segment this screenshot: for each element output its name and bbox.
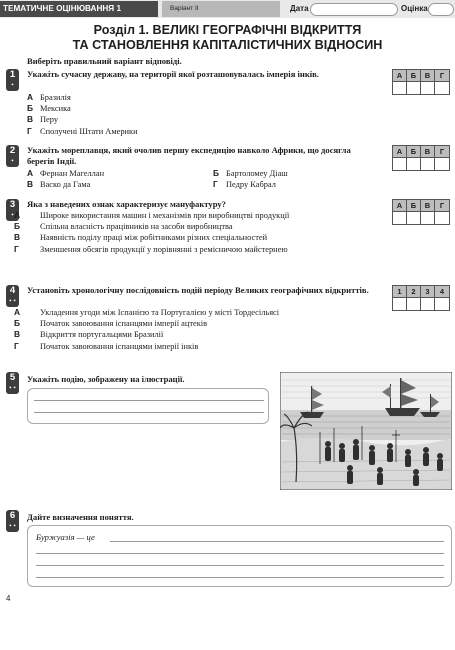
answer-cell[interactable]: [421, 158, 435, 170]
answer-cell[interactable]: [421, 298, 435, 310]
difficulty-dots: • •: [9, 297, 16, 305]
grid-number: 4: [435, 286, 449, 298]
question-3-text: Яка з наведених ознак характеризує мануфактуру?: [27, 199, 226, 209]
answer-cell[interactable]: [393, 298, 407, 310]
answer-cell[interactable]: [435, 82, 449, 94]
answer-cell[interactable]: [435, 298, 449, 310]
answer-cell[interactable]: [421, 82, 435, 94]
option[interactable]: В Наявність поділу праці між робітниками різних спеціальностей: [14, 232, 268, 243]
option[interactable]: А Фернан Магеллан: [27, 168, 105, 178]
answer-line: [110, 541, 444, 542]
question-badge-5: [6, 372, 19, 394]
grid-letter: Г: [435, 70, 449, 82]
answer-cell[interactable]: [407, 298, 421, 310]
option[interactable]: Г Педру Кабрал: [213, 179, 276, 190]
section-title: [0, 23, 455, 53]
answer-line: [36, 565, 444, 566]
question-6-text: Дайте визначення поняття.: [27, 512, 134, 522]
answer-box-5[interactable]: [27, 388, 269, 424]
question-badge-2: [6, 145, 19, 167]
option[interactable]: В Васко да Гама: [27, 179, 91, 190]
grid-letter: В: [421, 200, 435, 212]
question-4-text: Установіть хронологічну послідовність подій періоду Великих географічних відкриттів.: [27, 285, 369, 295]
option[interactable]: А Бразилія: [27, 92, 71, 102]
grid-number: 1: [393, 286, 407, 298]
answer-line: [36, 577, 444, 578]
question-number: 6: [9, 510, 16, 521]
question-badge-1: [6, 69, 19, 91]
grade-field[interactable]: [428, 3, 454, 16]
term-label: Буржуазія — це: [36, 532, 95, 542]
grid-number: 2: [407, 286, 421, 298]
difficulty-dots: • •: [9, 384, 16, 392]
grid-letter: А: [393, 146, 407, 158]
question-1-options: [27, 92, 367, 137]
grid-letter: Б: [407, 146, 421, 158]
question-number: 1: [9, 69, 16, 80]
grid-letter: А: [393, 200, 407, 212]
answer-line: [34, 412, 264, 413]
answer-line: [34, 400, 264, 401]
option[interactable]: Г Зменшення обсягів продукції у порівнянні з ремісничою майстернею: [14, 243, 288, 254]
question-number: 5: [9, 372, 16, 383]
question-number: 2: [9, 145, 16, 156]
option[interactable]: А Широке використання машин і механізмів при виробництві продукції: [14, 210, 290, 220]
option[interactable]: В Відкриття португальцями Бразилії: [14, 329, 164, 340]
difficulty-dots: • •: [9, 522, 16, 530]
answer-cell[interactable]: [393, 82, 407, 94]
historical-engraving-illustration: [280, 372, 452, 490]
grid-letter: Г: [435, 146, 449, 158]
option[interactable]: Г Сполучені Штати Америки: [27, 125, 138, 136]
option[interactable]: А Укладення угоди між Іспанією та Португалією у місті Тордесільясі: [14, 307, 280, 317]
grid-letter: Б: [407, 200, 421, 212]
question-2-options-right: [213, 168, 373, 190]
option[interactable]: В Перу: [27, 114, 59, 125]
grid-letter: Б: [407, 70, 421, 82]
answer-grid-2: [392, 145, 450, 171]
date-field[interactable]: [310, 3, 398, 16]
grade-label: Оцінка: [401, 4, 428, 13]
header-title: ТЕМАТИЧНЕ ОЦІНЮВАННЯ 1: [0, 1, 158, 17]
grid-letter: В: [421, 70, 435, 82]
difficulty-dots: •: [11, 211, 14, 219]
question-5-text: Укажіть подію, зображену на ілюстрації.: [27, 374, 185, 384]
question-number: 4: [9, 285, 16, 296]
option[interactable]: Г Початок завоювання іспанцями імперії інків: [14, 340, 199, 351]
answer-cell[interactable]: [435, 158, 449, 170]
answer-box-6[interactable]: [27, 525, 452, 587]
grid-letter: В: [421, 146, 435, 158]
question-number: 3: [9, 199, 16, 210]
answer-cell[interactable]: [435, 212, 449, 224]
answer-grid-4: [392, 285, 450, 311]
header-variant: Варіант ІІ: [162, 1, 280, 17]
engraving-image: [280, 372, 452, 490]
section-title-line-1: Розділ 1. ВЕЛИКІ ГЕОГРАФІЧНІ ВІДКРИТТЯ: [93, 23, 362, 37]
difficulty-dots: •: [11, 157, 14, 165]
question-2-text: Укажіть мореплавця, який очолив першу експедицію навколо Африки, що досягла берегів Індії.: [27, 145, 351, 167]
grid-number: 3: [421, 286, 435, 298]
answer-cell[interactable]: [407, 158, 421, 170]
option[interactable]: Б Початок завоювання іспанцями імперії ацтеків: [14, 318, 208, 329]
question-3-options: [14, 210, 374, 255]
difficulty-dots: •: [11, 81, 14, 89]
grid-letter: А: [393, 70, 407, 82]
option[interactable]: Б Мексика: [27, 103, 71, 114]
answer-line: [36, 553, 444, 554]
option[interactable]: Б Бартоломеу Діаш: [213, 168, 288, 178]
answer-cell[interactable]: [393, 158, 407, 170]
answer-grid-1: [392, 69, 450, 95]
date-label: Дата: [290, 4, 309, 13]
question-2-options-left: [27, 168, 227, 190]
answer-cell[interactable]: [421, 212, 435, 224]
question-1-text: Укажіть сучасну державу, на території якої розташовувалась імперія інків.: [27, 69, 319, 79]
page-number: 4: [6, 594, 11, 603]
question-badge-4: [6, 285, 19, 307]
answer-cell[interactable]: [393, 212, 407, 224]
grid-letter: Г: [435, 200, 449, 212]
answer-cell[interactable]: [407, 82, 421, 94]
answer-cell[interactable]: [407, 212, 421, 224]
answer-grid-3: [392, 199, 450, 225]
question-badge-6: [6, 510, 19, 532]
option[interactable]: Б Спільна власність працівників на засоби виробництва: [14, 221, 233, 232]
instruction: Виберіть правильний варіант відповіді.: [27, 56, 182, 66]
section-title-line-2: ТА СТАНОВЛЕННЯ КАПІТАЛІСТИЧНИХ ВІДНОСИН: [72, 38, 383, 52]
question-4-options: [14, 307, 374, 352]
